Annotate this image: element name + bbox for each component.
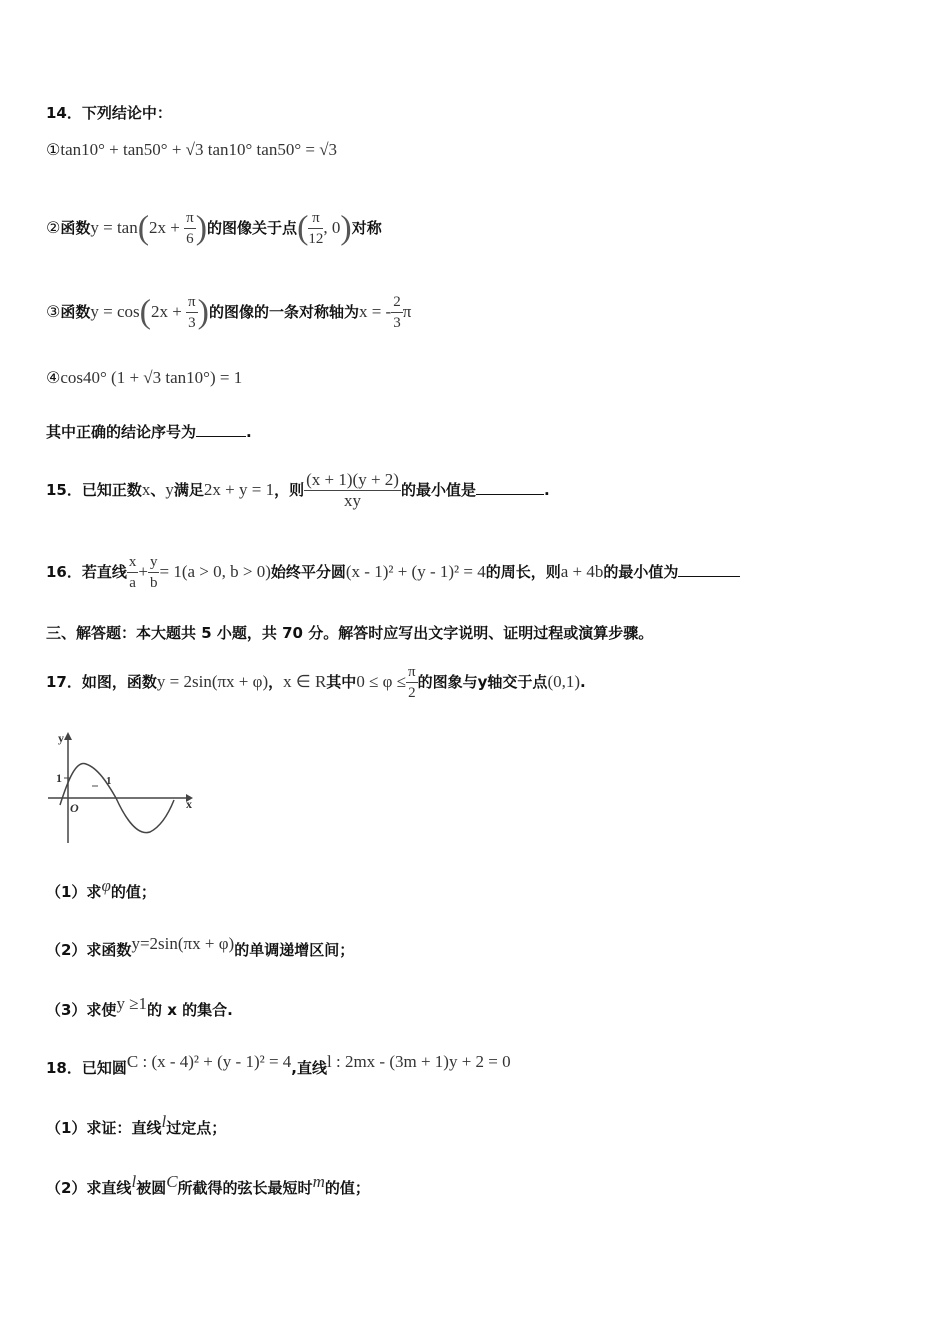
q18-part-1: （1）求证：直线l过定点；: [46, 1112, 227, 1137]
y-axis-label: y: [58, 731, 64, 745]
q16-frac-x: $\frac{x}{a}$: [128, 554, 137, 591]
section-3-heading: 三、解答题：本大题共 5 小题，共 70 分。解答时应写出文字说明、证明过程或演算步骤。: [46, 624, 654, 642]
one-label-right: 1: [106, 775, 112, 787]
q15-fraction: $\frac{(x + 1)(y + 2)}{xy}$: [306, 470, 399, 510]
q14-item-3: ③函数y = cos(2x + $\frac{\pi}{3}$ )的图像的一条对称轴为x = - $\frac{2}{3}$ π: [46, 293, 412, 331]
q14-formula-4: cos40° (1 + √3 tan10°) = 1: [60, 368, 243, 387]
q17-stem: 17．如图，函数y = 2sin(πx + φ)，x ∈ R其中0 ≤ φ ≤ $\frac{\pi}{2}$ 的图象与y轴交于点(0,1).: [46, 664, 586, 701]
origin-label: O: [70, 801, 79, 815]
q14-item-1: ①tan10° + tan50° + √3 tan10° tan50° = √3: [46, 140, 338, 159]
q17-part-1: （1）求φ的值；: [46, 876, 156, 901]
q14-frac-3b: $\frac{2}{3}$: [393, 294, 401, 331]
q18-part-2: （2）求直线l被圆C所截得的弦长最短时m的值；: [46, 1172, 370, 1197]
q16: 16．若直线 $\frac{x}{a}$ + $\frac{y}{b}$ = 1(a > 0, b > 0)始终平分圆(x - 1)² + (y - 1)² = 4的周长，则a + 4b的最小值为: [46, 552, 740, 593]
q16-frac-y: $\frac{y}{b}$: [149, 554, 158, 591]
q14-frac-2b: $\frac{\pi}{12}$: [308, 210, 324, 247]
q15: 15．已知正数x、y满足2x + y = 1，则 $\frac{(x + 1)(y + 2)}{xy}$ 的最小值是 .: [46, 470, 550, 510]
answer-blank-14[interactable]: [196, 422, 246, 437]
q17-part-2: （2）求函数y=2sin(πx + φ)的单调递增区间；: [46, 934, 355, 959]
answer-blank-16[interactable]: [678, 562, 740, 577]
q14-formula-1: tan10° + tan50° + √3 tan10° tan50° = √3: [60, 140, 338, 159]
x-axis-label: x: [186, 797, 192, 811]
q14-conclusion: 其中正确的结论序号为 .: [46, 423, 252, 441]
q17-part-3: （3）求使y ≥1的 x 的集合.: [46, 994, 233, 1019]
q14-frac-3a: $\frac{\pi}{3}$: [188, 294, 196, 331]
one-label: 1: [56, 771, 62, 785]
q18-stem: 18．已知圆C : (x - 4)² + (y - 1)² = 4,直线l : 2mx - (3m + 1)y + 2 = 0: [46, 1052, 511, 1077]
q14-frac-2a: $\frac{\pi}{6}$: [186, 210, 194, 247]
y-axis-arrow: [64, 732, 72, 740]
q14-stem: 14．下列结论中：: [46, 104, 172, 122]
q17-graph: [46, 728, 196, 848]
answer-blank-15[interactable]: [476, 480, 544, 495]
q17-frac: $\frac{\pi}{2}$: [408, 664, 416, 701]
q14-item-4: ④cos40° (1 + √3 tan10°) = 1: [46, 368, 243, 387]
q14-item-2: ②函数y = tan(2x + $\frac{\pi}{6}$ )的图像关于点( $\frac{\pi}{12}$ , 0)对称: [46, 209, 382, 247]
